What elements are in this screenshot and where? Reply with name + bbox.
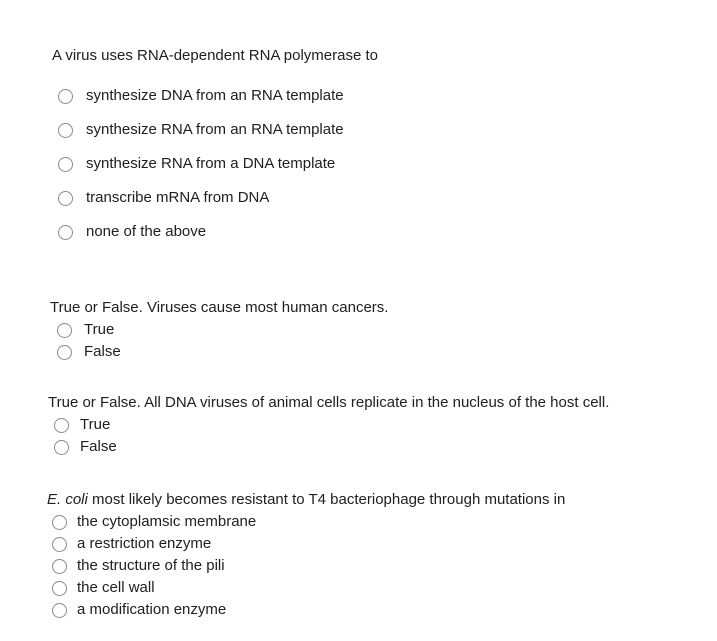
option-label: synthesize RNA from a DNA template bbox=[86, 155, 336, 172]
option-label: the cell wall bbox=[77, 579, 155, 596]
question-1-option-1[interactable] bbox=[58, 79, 378, 113]
question-3-prompt: True or False. All DNA viruses of animal cells replicate in the nucleus of the host cell. bbox=[48, 394, 610, 411]
question-3 bbox=[48, 394, 609, 458]
option-label: True bbox=[84, 321, 115, 338]
question-2-prompt: True or False. Viruses cause most human cancers. bbox=[50, 299, 389, 316]
option-label: a restriction enzyme bbox=[77, 535, 212, 552]
radio-button[interactable] bbox=[58, 191, 73, 206]
question-4 bbox=[47, 491, 565, 621]
radio-button[interactable] bbox=[52, 581, 67, 596]
option-label: False bbox=[80, 438, 117, 455]
question-1-option-5[interactable] bbox=[58, 215, 378, 249]
question-4-options bbox=[52, 511, 565, 621]
question-2-option-false[interactable] bbox=[57, 341, 388, 363]
radio-button[interactable] bbox=[57, 323, 72, 338]
option-label: True bbox=[80, 416, 111, 433]
question-4-prompt bbox=[47, 491, 565, 509]
question-4-option-4[interactable] bbox=[52, 577, 565, 599]
radio-button[interactable] bbox=[54, 418, 69, 433]
question-3-option-false[interactable] bbox=[54, 436, 609, 458]
option-label: synthesize RNA from an RNA template bbox=[86, 121, 344, 138]
question-4-option-3[interactable] bbox=[52, 555, 565, 577]
option-label: transcribe mRNA from DNA bbox=[86, 189, 270, 206]
question-1-prompt: A virus uses RNA-dependent RNA polymerase to bbox=[52, 47, 378, 64]
radio-button[interactable] bbox=[52, 559, 67, 574]
question-3-option-true[interactable] bbox=[54, 414, 609, 436]
option-label: False bbox=[84, 343, 121, 360]
option-label: none of the above bbox=[86, 223, 207, 240]
radio-button[interactable] bbox=[52, 515, 67, 530]
question-2-option-true[interactable] bbox=[57, 319, 388, 341]
question-1-option-4[interactable] bbox=[58, 181, 378, 215]
radio-button[interactable] bbox=[58, 89, 73, 104]
question-2 bbox=[50, 299, 388, 363]
option-label: the structure of the pili bbox=[77, 557, 225, 574]
radio-button[interactable] bbox=[58, 123, 73, 138]
option-label: the cytoplamsic membrane bbox=[77, 513, 257, 530]
option-label: synthesize DNA from an RNA template bbox=[86, 87, 344, 104]
radio-button[interactable] bbox=[54, 440, 69, 455]
question-3-options bbox=[54, 414, 609, 458]
question-4-option-5[interactable] bbox=[52, 599, 565, 621]
question-2-options bbox=[57, 319, 388, 363]
radio-button[interactable] bbox=[52, 537, 67, 552]
question-1-option-3[interactable] bbox=[58, 147, 378, 181]
radio-button[interactable] bbox=[58, 225, 73, 240]
question-4-option-1[interactable] bbox=[52, 511, 565, 533]
organism-name: E. coli bbox=[47, 491, 88, 508]
question-1-options bbox=[58, 79, 378, 249]
radio-button[interactable] bbox=[57, 345, 72, 360]
question-1-option-2[interactable] bbox=[58, 113, 378, 147]
question-1 bbox=[52, 47, 378, 249]
question-4-prompt-rest: most likely becomes resistant to T4 bacteriophage through mutations in bbox=[87, 491, 566, 508]
question-4-option-2[interactable] bbox=[52, 533, 565, 555]
option-label: a modification enzyme bbox=[77, 601, 227, 618]
radio-button[interactable] bbox=[52, 603, 67, 618]
radio-button[interactable] bbox=[58, 157, 73, 172]
